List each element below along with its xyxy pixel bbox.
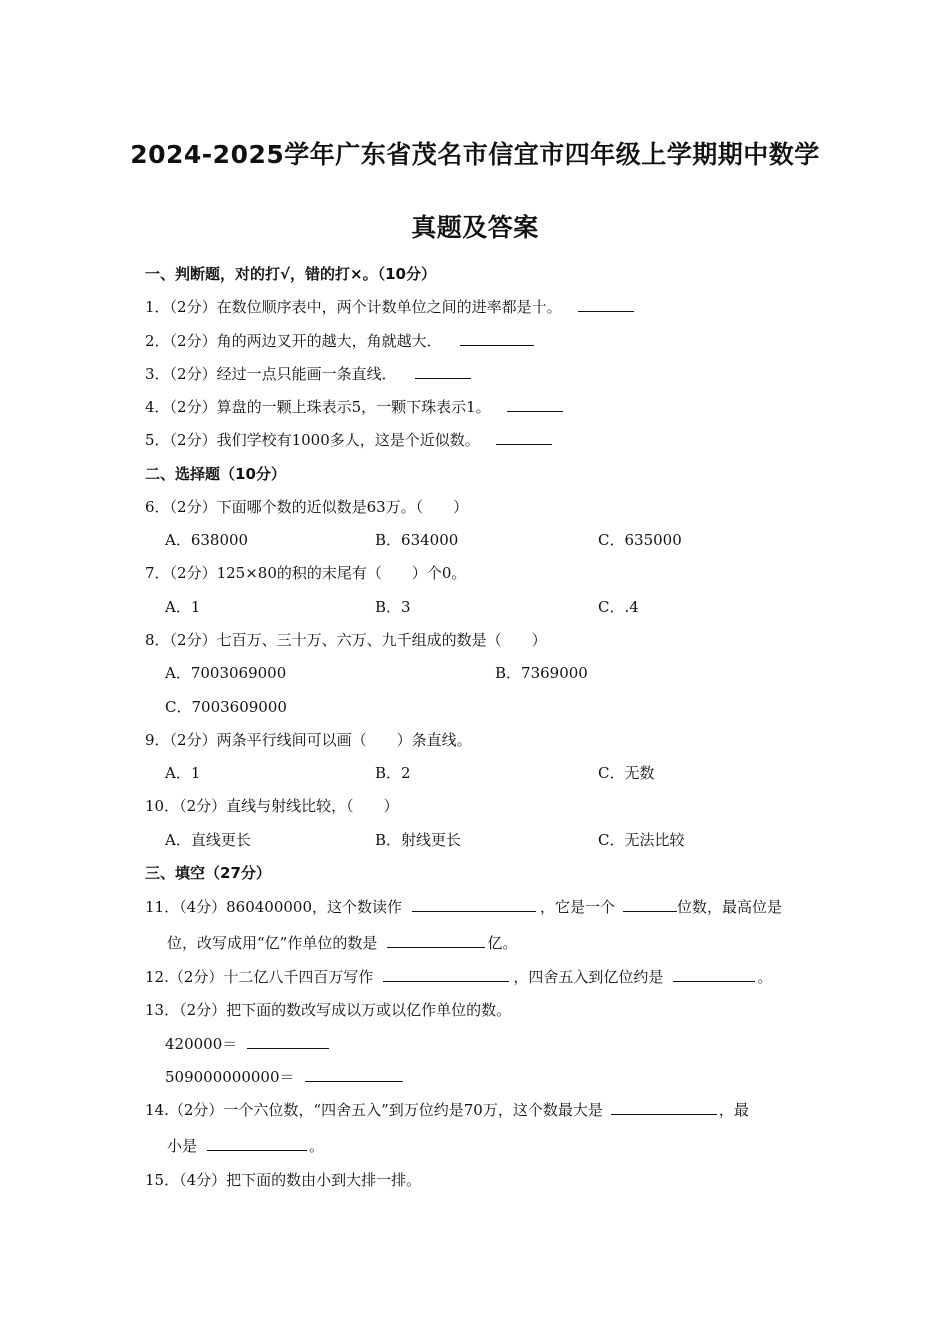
question-15: 15．（4分）把下面的数由小到大排一排。 <box>145 1171 422 1189</box>
question-7: 7．（2分）125×80的积的末尾有（ ）个0。 <box>145 564 467 582</box>
question-4: 4．（2分）算盘的一颗上珠表示5，一颗下珠表示1。 <box>145 397 567 417</box>
q6-option-a[interactable]: A．638000 <box>165 531 249 549</box>
section-3-heading: 三、填空（27分） <box>145 864 271 882</box>
answer-blank[interactable] <box>207 1136 307 1151</box>
section-1-heading: 一、判断题，对的打√，错的打×。（10分） <box>145 265 436 283</box>
answer-blank[interactable] <box>412 897 536 912</box>
q10-option-b[interactable]: B．射线更长 <box>375 831 462 849</box>
q9-option-a[interactable]: A．1 <box>165 764 201 782</box>
answer-blank[interactable] <box>460 331 534 346</box>
question-8: 8．（2分）七百万、三十万、六万、九千组成的数是（ ） <box>145 631 547 649</box>
question-6: 6．（2分）下面哪个数的近似数是63万。（ ） <box>145 498 469 516</box>
answer-blank[interactable] <box>673 967 755 982</box>
question-3: 3．（2分）经过一点只能画一条直线． <box>145 364 475 384</box>
question-12: 12.（2分）十二亿八千四百万写作 ，四舍五入到亿位约是 。 <box>145 968 773 986</box>
question-10: 10．（2分）直线与射线比较，（ ） <box>145 797 399 815</box>
q10-option-a[interactable]: A．直线更长 <box>165 831 251 849</box>
q6-option-c[interactable]: C．635000 <box>598 531 682 549</box>
question-5: 5．（2分）我们学校有1000多人，这是个近似数。 <box>145 430 556 450</box>
q7-option-c[interactable]: C．.4 <box>598 598 639 616</box>
answer-blank[interactable] <box>623 897 677 912</box>
title-line-1: 2024-2025学年广东省茂名市信宜市四年级上学期期中数学 <box>130 140 820 169</box>
answer-blank[interactable] <box>611 1100 717 1115</box>
answer-blank[interactable] <box>247 1034 329 1049</box>
q6-option-b[interactable]: B．634000 <box>375 531 459 549</box>
q9-option-b[interactable]: B．2 <box>375 764 411 782</box>
question-14-cont: 小是 。 <box>167 1137 325 1155</box>
answer-blank[interactable] <box>578 297 634 312</box>
question-1: 1．（2分）在数位顺序表中，两个计数单位之间的进率都是十。 <box>145 297 638 317</box>
question-2: 2．（2分）角的两边叉开的越大，角就越大． <box>145 331 538 351</box>
question-9: 9．（2分）两条平行线间可以画（ ）条直线。 <box>145 731 472 749</box>
section-2-heading: 二、选择题（10分） <box>145 465 286 483</box>
q7-option-b[interactable]: B．3 <box>375 598 411 616</box>
q8-option-c[interactable]: C．7003609000 <box>165 698 287 716</box>
answer-blank[interactable] <box>387 933 485 948</box>
q8-option-b[interactable]: B．7369000 <box>495 664 588 682</box>
answer-blank[interactable] <box>305 1067 403 1082</box>
answer-blank[interactable] <box>415 364 471 379</box>
answer-blank[interactable] <box>507 397 563 412</box>
q7-option-a[interactable]: A．1 <box>165 598 201 616</box>
answer-blank[interactable] <box>383 967 509 982</box>
question-11-cont: 位，改写成用“亿”作单位的数是 亿。 <box>167 934 518 952</box>
question-13-item-2: 509000000000＝ <box>165 1067 407 1087</box>
q10-option-c[interactable]: C．无法比较 <box>598 831 685 849</box>
q9-option-c[interactable]: C．无数 <box>598 764 655 782</box>
question-11: 11．（4分）860400000，这个数读作 ，它是一个 位数，最高位是 <box>145 898 783 916</box>
question-13: 13．（2分）把下面的数改写成以万或以亿作单位的数。 <box>145 1001 512 1019</box>
q8-option-a[interactable]: A．7003069000 <box>165 664 287 682</box>
question-14: 14.（2分）一个六位数，“四舍五入”到万位约是70万，这个数最大是 ，最 <box>145 1101 749 1119</box>
title-line-2: 真题及答案 <box>411 213 539 242</box>
question-13-item-1: 420000＝ <box>165 1034 333 1054</box>
answer-blank[interactable] <box>496 430 552 445</box>
